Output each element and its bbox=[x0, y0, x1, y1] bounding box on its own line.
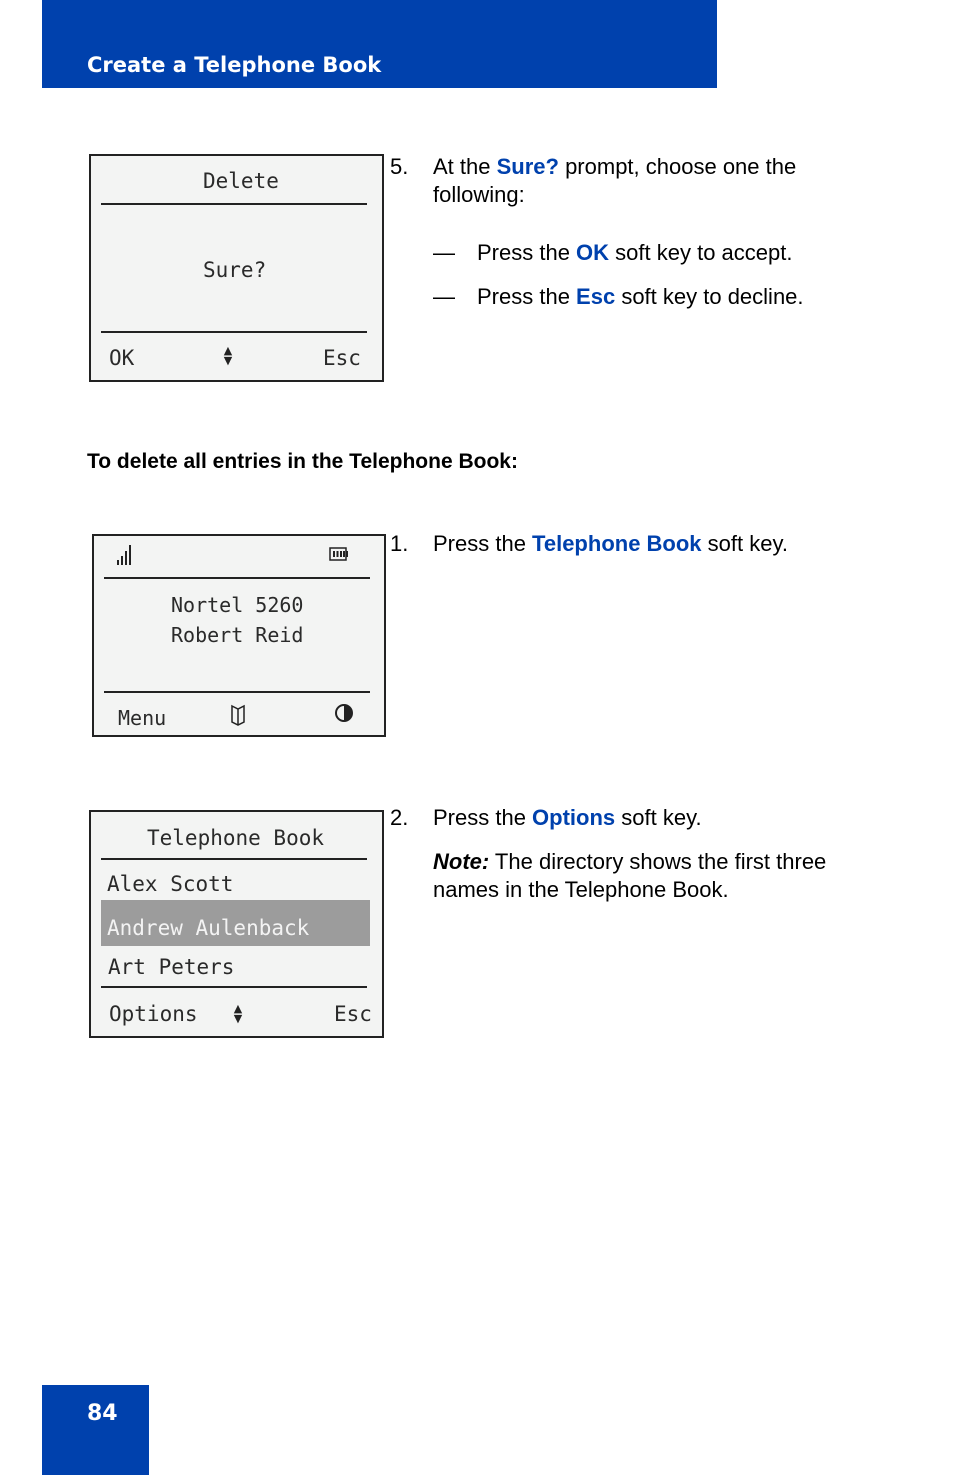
phone-model: Nortel 5260 bbox=[171, 593, 304, 617]
screen-divider bbox=[104, 691, 370, 693]
screen-prompt: Sure? bbox=[203, 258, 267, 282]
list-item-selected[interactable]: Andrew Aulenback bbox=[107, 916, 310, 940]
page-number-box bbox=[42, 1385, 149, 1475]
keyword-esc: Esc bbox=[576, 284, 616, 309]
softkey-ok[interactable]: OK bbox=[109, 346, 135, 370]
screen-title: Telephone Book bbox=[147, 826, 325, 850]
option-accept: — Press the OK soft key to accept. bbox=[433, 240, 793, 265]
option-decline: — Press the Esc soft key to decline. bbox=[433, 284, 804, 309]
step-number: 5. bbox=[390, 154, 409, 179]
step-2 bbox=[390, 804, 890, 832]
screen-divider bbox=[101, 986, 367, 988]
softkey-menu[interactable]: Menu bbox=[118, 706, 167, 730]
keyword-ok: OK bbox=[576, 240, 610, 265]
screen-divider bbox=[101, 858, 367, 860]
softkey-esc[interactable]: Esc bbox=[334, 1002, 372, 1026]
telephone-book-icon[interactable] bbox=[230, 702, 246, 726]
phone-screen-delete bbox=[89, 154, 384, 382]
screen-divider bbox=[101, 331, 367, 333]
step-number: 2. bbox=[390, 805, 409, 830]
step-text: At the Sure? prompt, choose one the following: bbox=[433, 154, 797, 207]
step-text: Press the Telephone Book soft key. bbox=[433, 531, 788, 556]
step-text: Press the Options soft key. bbox=[433, 805, 702, 830]
screen-title: Delete bbox=[203, 169, 279, 193]
phone-screen-idle bbox=[92, 534, 386, 737]
section-heading: To delete all entries in the Telephone Book: bbox=[87, 450, 518, 473]
step-5 bbox=[390, 153, 860, 209]
note-text: The directory shows the first three names in the Telephone Book. bbox=[433, 849, 827, 902]
keyword-options: Options bbox=[532, 805, 616, 830]
step-number: 1. bbox=[390, 531, 409, 556]
user-name: Robert Reid bbox=[171, 623, 304, 647]
phone-screen-telephone-book bbox=[89, 810, 384, 1038]
screen-divider bbox=[101, 203, 367, 205]
note-label: Note: bbox=[433, 849, 490, 874]
step-1 bbox=[390, 530, 890, 558]
list-item[interactable]: Alex Scott bbox=[107, 872, 234, 896]
screen-divider bbox=[104, 577, 370, 579]
page-title: Create a Telephone Book bbox=[87, 53, 382, 77]
contrast-icon[interactable] bbox=[334, 702, 354, 724]
signal-strength-icon bbox=[116, 544, 134, 566]
softkey-options[interactable]: Options bbox=[109, 1002, 198, 1026]
selected-entry-highlight[interactable] bbox=[101, 900, 370, 946]
note bbox=[433, 848, 883, 904]
up-down-arrows-icon: ▲ ▼ bbox=[223, 344, 233, 367]
keyword-telephone-book: Telephone Book bbox=[532, 531, 702, 556]
battery-icon bbox=[329, 547, 349, 561]
keyword-sure: Sure? bbox=[496, 154, 559, 179]
page-number: 84 bbox=[87, 1401, 118, 1426]
list-item[interactable]: Art Peters bbox=[108, 955, 235, 979]
softkey-esc[interactable]: Esc bbox=[323, 346, 361, 370]
header-bar bbox=[42, 0, 717, 88]
up-down-arrows-icon: ▲ ▼ bbox=[233, 1002, 243, 1025]
